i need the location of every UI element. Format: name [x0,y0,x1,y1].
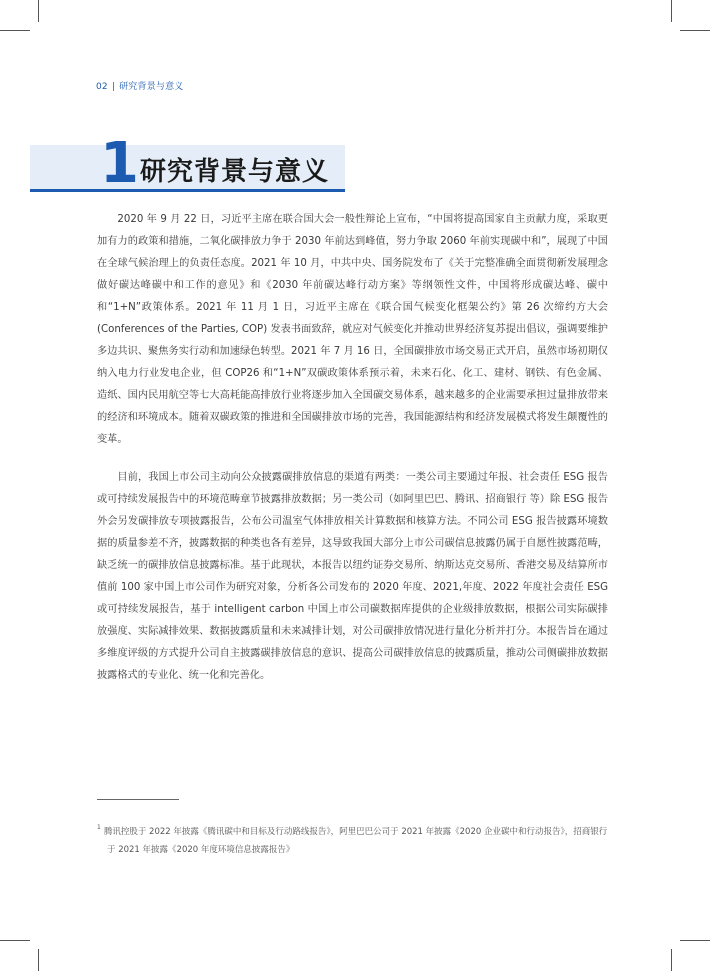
body-paragraph-2: 目前，我国上市公司主动向公众披露碳排放信息的渠道有两类：一类公司主要通过年报、社会责任 ESG 报告或可持续发展报告中的环境范畴章节披露排放数据；另一类公司（如阿里巴巴、腾讯、招商银行 等）除 ESG 报告外会另发碳排放专项披露报告，公布公司温室气体排放相关计算数据和核算方法。不同公司 ESG 报告披露环境数据的质量参差不齐，披露数据的种类也各有差异，这导致我国大部分上市公司碳信息披露仍属于自愿性披露范畴，缺乏统一的碳排放信息披露标准。基于此现状，本报告以纽约证券交易所、纳斯达克交易所、香港交易及结算所市值前 100 家中国上市公司作为研究对象，分析各公司发布的 2020 年度、2021,年度、2022 年度社会责任 ESG 或可持续发展报告，基于 intelligent carbon 中国上市公司碳数据库提供的企业级排放数据，根据公司实际碳排放强度、实际减排效果、数据披露质量和未来减排计划，对公司碳排放情况进行量化分析并打分。本报告旨在通过多维度评级的方式提升公司自主披露碳排放信息的意识、提高公司碳排放信息的披露质量，推动公司侧碳排放数据披露格式的专业化、统一化和完善化。 [97,472,608,681]
chapter-title-underline [30,189,345,192]
crop-mark-top-right-h [680,30,710,31]
header-section-title: 研究背景与意义 [119,82,184,92]
footnote-marker: 1 [97,824,101,831]
crop-mark-bottom-left-v [38,949,39,971]
footnote [97,823,612,859]
crop-mark-top-left-v [38,0,39,22]
running-header [96,79,184,92]
crop-mark-top-left-h [0,30,30,31]
crop-mark-bottom-left-h [0,940,30,941]
footnote-text: 腾讯控股于 2022 年披露《腾讯碳中和目标及行动路线报告》，阿里巴巴公司于 2021 年披露《2020 企业碳中和行动报告》，招商银行于 2021 年披露《2020 年度环境信息披露报告》 [103,827,608,855]
crop-mark-top-right-v [671,0,672,22]
crop-mark-bottom-right-h [680,940,710,941]
chapter-number: 1 [100,131,137,196]
footnote-divider [97,799,179,800]
chapter-title: 研究背景与意义 [140,157,330,187]
body-paragraph-1: 2020 年 9 月 22 日，习近平主席在联合国大会一般性辩论上宣布，“中国将提高国家自主贡献力度，采取更加有力的政策和措施，二氧化碳排放力争于 2030 年前达到峰值，努力争取 2060 年前实现碳中和”，展现了中国在全球气候治理上的负责任态度。2021 年 10 月，中共中央、国务院发布了《关于完整准确全面贯彻新发展理念做好碳达峰碳中和工作的意见》和《2030 年前碳达峰行动方案》等纲领性文件，中国将形成碳达峰、碳中和“1+N”政策体系。2021 年 11 月 1 日，习近平主席在《联合国气候变化框架公约》第 26 次缔约方大会 (Conferences of the Parties, COP) 发表书面致辞，就应对气候变化并推动世界经济复苏提出倡议，强调要维护多边共识、聚焦务实行动和加速绿色转型。2021 年 7 月 16 日，全国碳排放市场交易正式开启，虽然市场初期仅纳入电力行业发电企业，但 COP26 和“1+N”双碳政策体系预示着，未来石化、化工、建材、钢铁、有色金属、造纸、国内民用航空等七大高耗能高排放行业将逐步加入全国碳交易体系，越来越多的企业需要承担过量排放带来的经济和环境成本。随着双碳政策的推进和全国碳排放市场的完善，我国能源结构和经济发展模式将发生颠覆性的变革。 [97,214,608,445]
crop-mark-bottom-right-v [671,949,672,971]
page-number: 02 [96,82,108,92]
header-separator: | [111,82,116,92]
